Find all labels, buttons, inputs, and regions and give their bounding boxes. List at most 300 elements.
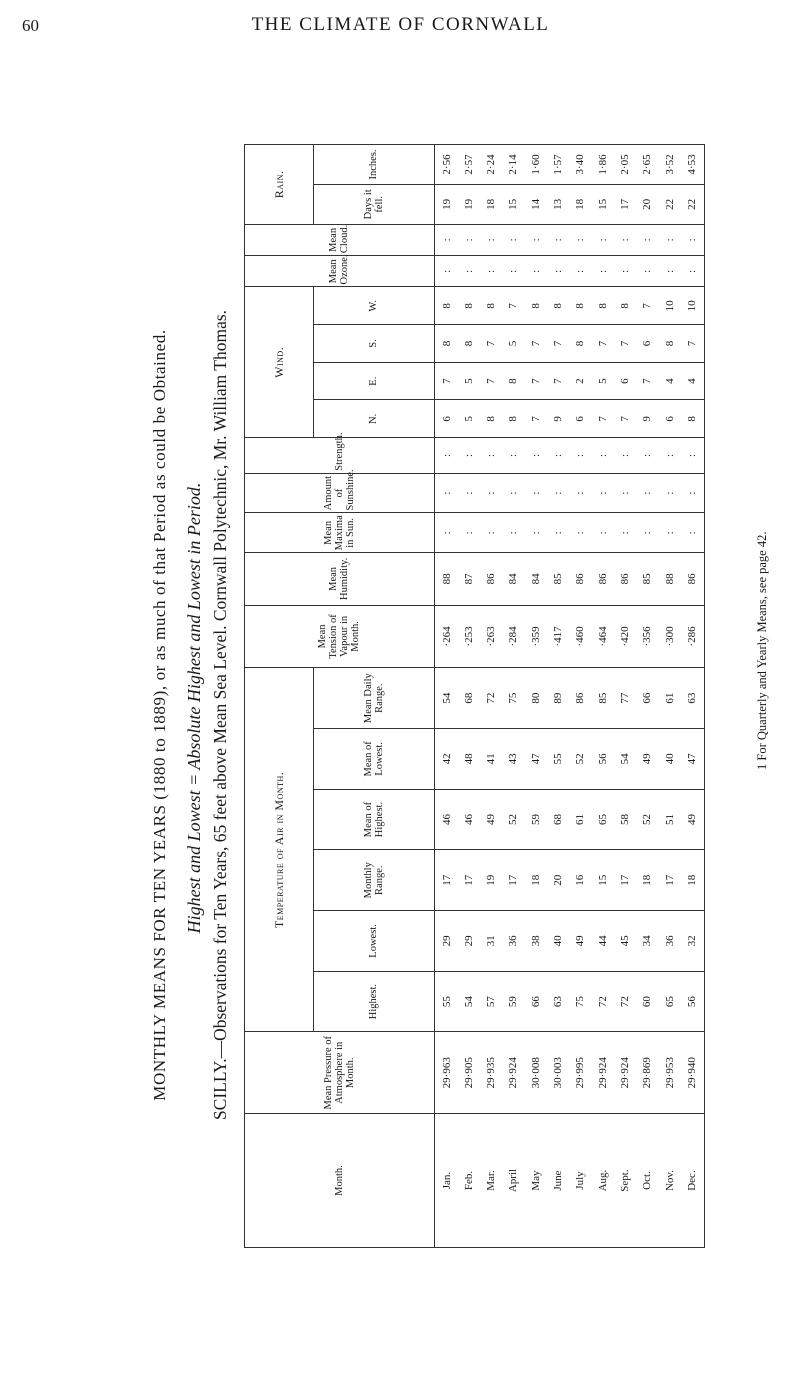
value-vapour-3: ·284: [507, 626, 520, 647]
value-monthly_range-3: 17: [507, 874, 520, 886]
value-highest-11: 56: [685, 996, 698, 1008]
value-months-2: Mar.: [485, 1170, 498, 1191]
value-pressure-3: 29·924: [507, 1057, 520, 1089]
value-highest-5: 63: [552, 996, 565, 1008]
value-months-11: Dec.: [685, 1170, 698, 1191]
value-monthly_range-11: 18: [685, 874, 698, 886]
value-strength-1: :: [462, 453, 475, 457]
table-subtitle: Highest and Lowest = Absolute Highest and Lowest in Period.: [184, 482, 204, 934]
value-pressure-0: 29·963: [440, 1057, 453, 1089]
value-mean_highest-6: 61: [574, 814, 587, 826]
header-wind-e: E.: [313, 362, 434, 400]
climate-table: [244, 144, 705, 1248]
value-e-11: 4: [685, 378, 698, 384]
value-months-5: June: [552, 1170, 565, 1191]
value-w-8: 8: [619, 303, 631, 309]
value-mean_highest-10: 51: [663, 814, 676, 826]
value-highest-8: 72: [619, 996, 631, 1008]
value-humidity-2: 86: [485, 573, 498, 585]
value-inches-4: 1·60: [529, 154, 542, 175]
page-number: 60: [22, 16, 39, 35]
value-monthly_range-7: 15: [596, 874, 609, 886]
value-mean_daily_range-9: 66: [641, 692, 654, 704]
value-n-7: 7: [596, 416, 609, 422]
value-strength-11: :: [685, 453, 698, 457]
value-ozone-0: :: [440, 269, 453, 273]
value-n-6: 6: [574, 416, 587, 422]
value-monthly_range-5: 20: [552, 874, 565, 886]
value-mean_daily_range-1: 68: [462, 692, 475, 704]
value-lowest-4: 38: [529, 935, 542, 947]
cell-humidity: [434, 553, 705, 605]
value-inches-10: 3·52: [663, 154, 676, 175]
header-sunshine: Amount of Sunshine.: [245, 473, 435, 513]
value-ozone-8: :: [619, 269, 631, 273]
value-monthly_range-9: 18: [641, 874, 654, 886]
value-sunshine-6: :: [574, 491, 587, 495]
value-ozone-4: :: [529, 269, 542, 273]
value-humidity-3: 84: [507, 573, 520, 585]
value-months-3: April: [507, 1168, 520, 1193]
value-highest-9: 60: [641, 996, 654, 1008]
value-humidity-8: 86: [619, 573, 631, 585]
value-w-5: 8: [552, 303, 565, 309]
value-humidity-5: 85: [552, 573, 565, 585]
value-w-1: 8: [462, 303, 475, 309]
header-mean-highest: Mean of Highest.: [313, 789, 434, 850]
value-vapour-5: ·417: [552, 626, 565, 647]
header-month: Month.: [245, 1114, 435, 1248]
value-mean_daily_range-10: 61: [663, 692, 676, 704]
value-max_in_sun-1: :: [462, 531, 475, 535]
value-vapour-11: ·286: [685, 626, 698, 647]
cell-highest: [434, 971, 705, 1032]
value-n-9: 9: [641, 416, 654, 422]
value-strength-5: :: [552, 453, 565, 457]
value-mean_highest-0: 46: [440, 814, 453, 826]
value-lowest-7: 44: [596, 935, 609, 947]
value-vapour-0: ·264: [440, 626, 453, 647]
value-lowest-2: 31: [485, 935, 498, 947]
value-mean_daily_range-7: 85: [596, 692, 609, 704]
cell-sunshine: [434, 473, 705, 513]
header-wind-group: Wind.: [245, 287, 314, 438]
cell-mean_lowest: [434, 729, 705, 790]
value-mean_highest-9: 52: [641, 814, 654, 826]
value-strength-3: :: [507, 453, 520, 457]
value-cloud-2: :: [485, 238, 498, 242]
value-days-3: 15: [507, 198, 520, 210]
value-w-0: 8: [440, 303, 453, 309]
value-ozone-9: :: [641, 269, 654, 273]
cell-n: [434, 400, 705, 438]
value-vapour-10: ·300: [663, 626, 676, 647]
value-months-10: Nov.: [663, 1170, 676, 1192]
value-cloud-10: :: [663, 238, 676, 242]
value-mean_daily_range-11: 63: [685, 692, 698, 704]
header-strength: Strength.: [245, 438, 435, 474]
value-mean_daily_range-4: 80: [529, 692, 542, 704]
header-humidity: Mean Humidity.: [245, 553, 435, 605]
value-humidity-4: 84: [529, 573, 542, 585]
value-days-8: 17: [619, 198, 631, 210]
value-inches-5: 1·57: [552, 154, 565, 175]
value-max_in_sun-0: :: [440, 531, 453, 535]
value-mean_highest-11: 49: [685, 814, 698, 826]
value-pressure-6: 29·995: [574, 1057, 587, 1089]
value-days-11: 22: [685, 198, 698, 210]
value-days-2: 18: [485, 198, 498, 210]
value-s-8: 7: [619, 340, 631, 347]
value-mean_lowest-2: 41: [485, 753, 498, 765]
value-mean_highest-7: 65: [596, 814, 609, 826]
station-line: SCILLY.—Observations for Ten Years, 65 feet above Mean Sea Level. Cornwall Polytechnic, Mr. William Thomas.: [210, 309, 230, 1121]
value-cloud-8: :: [619, 238, 631, 242]
value-days-0: 19: [440, 198, 453, 210]
value-strength-10: :: [663, 453, 676, 457]
table-row: [434, 145, 705, 1248]
value-e-1: 5: [462, 378, 475, 384]
value-highest-7: 72: [596, 996, 609, 1008]
value-lowest-10: 36: [663, 935, 676, 947]
value-vapour-4: ·359: [529, 626, 542, 647]
value-mean_lowest-0: 42: [440, 753, 453, 765]
header-highest: Highest.: [313, 971, 434, 1032]
value-e-2: 7: [485, 378, 498, 384]
value-monthly_range-6: 16: [574, 874, 587, 886]
value-humidity-7: 86: [596, 573, 609, 585]
value-mean_lowest-9: 49: [641, 753, 654, 765]
value-ozone-6: :: [574, 269, 587, 273]
value-max_in_sun-4: :: [529, 531, 542, 535]
value-sunshine-3: :: [507, 491, 520, 495]
header-mean-lowest: Mean of Lowest.: [313, 729, 434, 790]
header-ozone: Mean Ozone.: [245, 256, 435, 287]
value-pressure-4: 30·008: [529, 1057, 542, 1089]
value-monthly_range-0: 17: [440, 874, 453, 886]
value-cloud-4: :: [529, 238, 542, 242]
value-strength-6: :: [574, 453, 587, 457]
header-wind-n: N.: [313, 400, 434, 438]
value-cloud-9: :: [641, 238, 654, 242]
value-e-10: 4: [663, 378, 676, 384]
value-days-4: 14: [529, 198, 542, 210]
value-s-2: 7: [485, 340, 498, 347]
cell-monthly_range: [434, 850, 705, 911]
cell-mean_daily_range: [434, 668, 705, 729]
value-months-4: May: [529, 1170, 542, 1191]
value-sunshine-0: :: [440, 491, 453, 495]
value-s-10: 8: [663, 340, 676, 347]
value-vapour-1: ·253: [462, 626, 475, 647]
value-lowest-1: 29: [462, 935, 475, 947]
header-vapour: Mean Tension of Vapour in Month.: [245, 605, 435, 668]
value-monthly_range-8: 17: [619, 874, 631, 886]
value-highest-6: 75: [574, 996, 587, 1008]
value-vapour-9: ·356: [641, 626, 654, 647]
value-lowest-6: 49: [574, 935, 587, 947]
value-pressure-7: 29·924: [596, 1057, 609, 1089]
value-lowest-3: 36: [507, 935, 520, 947]
value-humidity-9: 85: [641, 573, 654, 585]
header-rain-days: Days it fell.: [313, 184, 434, 224]
value-monthly_range-4: 18: [529, 874, 542, 886]
header-mean-daily-range: Mean Daily Range.: [313, 668, 434, 729]
value-mean_daily_range-2: 72: [485, 692, 498, 704]
value-inches-8: 2·05: [619, 154, 631, 175]
value-s-3: 5: [507, 340, 520, 347]
value-max_in_sun-10: :: [663, 531, 676, 535]
value-inches-3: 2·14: [507, 154, 520, 175]
value-months-1: Feb.: [462, 1170, 475, 1191]
value-vapour-7: ·464: [596, 626, 609, 647]
value-mean_lowest-8: 54: [619, 753, 631, 765]
value-humidity-1: 87: [462, 573, 475, 585]
cell-cloud: [434, 224, 705, 255]
value-vapour-8: ·420: [619, 626, 631, 647]
value-mean_daily_range-5: 89: [552, 692, 565, 704]
value-e-4: 7: [529, 378, 542, 384]
value-mean_daily_range-6: 86: [574, 692, 587, 704]
value-inches-9: 2·65: [641, 154, 654, 175]
value-strength-0: :: [440, 453, 453, 457]
value-sunshine-5: :: [552, 491, 565, 495]
value-max_in_sun-9: :: [641, 531, 654, 535]
value-cloud-11: :: [685, 238, 698, 242]
value-pressure-9: 29·869: [641, 1057, 654, 1089]
value-max_in_sun-5: :: [552, 531, 565, 535]
value-mean_highest-1: 46: [462, 814, 475, 826]
value-inches-0: 2·56: [440, 154, 453, 175]
value-ozone-2: :: [485, 269, 498, 273]
value-lowest-8: 45: [619, 935, 631, 947]
value-sunshine-10: :: [663, 491, 676, 495]
value-lowest-5: 40: [552, 935, 565, 947]
value-n-0: 6: [440, 416, 453, 422]
value-n-1: 5: [462, 416, 475, 422]
value-pressure-10: 29·953: [663, 1057, 676, 1089]
value-mean_highest-2: 49: [485, 814, 498, 826]
value-humidity-10: 88: [663, 573, 676, 585]
header-rain-inches: Inches.: [313, 145, 434, 185]
value-s-1: 8: [462, 340, 475, 347]
value-w-4: 8: [529, 303, 542, 309]
value-months-8: Sept.: [619, 1169, 631, 1192]
value-max_in_sun-3: :: [507, 531, 520, 535]
value-cloud-6: :: [574, 238, 587, 242]
value-w-3: 7: [507, 303, 520, 309]
footnote: 1 For Quarterly and Yearly Means, see page 42.: [755, 531, 769, 770]
value-humidity-11: 86: [685, 573, 698, 585]
value-monthly_range-1: 17: [462, 874, 475, 886]
value-w-9: 7: [641, 303, 654, 309]
header-wind-s: S.: [313, 325, 434, 363]
value-n-5: 9: [552, 416, 565, 422]
value-e-7: 5: [596, 378, 609, 384]
value-pressure-5: 30·003: [552, 1057, 565, 1089]
value-mean_lowest-4: 47: [529, 753, 542, 765]
value-sunshine-2: :: [485, 491, 498, 495]
value-sunshine-1: :: [462, 491, 475, 495]
value-s-7: 7: [596, 340, 609, 347]
value-mean_lowest-11: 47: [685, 753, 698, 765]
value-months-7: Aug.: [596, 1169, 609, 1192]
value-max_in_sun-7: :: [596, 531, 609, 535]
value-lowest-9: 34: [641, 935, 654, 947]
value-monthly_range-2: 19: [485, 874, 498, 886]
value-mean_highest-5: 68: [552, 814, 565, 826]
value-mean_lowest-5: 55: [552, 753, 565, 765]
value-days-9: 20: [641, 198, 654, 210]
value-mean_daily_range-8: 77: [619, 692, 631, 704]
value-strength-9: :: [641, 453, 654, 457]
value-strength-8: :: [619, 453, 631, 457]
value-pressure-2: 29·935: [485, 1057, 498, 1089]
value-mean_lowest-1: 48: [462, 753, 475, 765]
value-e-8: 6: [619, 378, 631, 384]
value-w-6: 8: [574, 303, 587, 309]
value-highest-2: 57: [485, 996, 498, 1008]
value-e-5: 7: [552, 378, 565, 384]
value-mean_highest-8: 58: [619, 814, 631, 826]
value-highest-1: 54: [462, 996, 475, 1008]
header-max-in-sun: Mean Maxima in Sun.: [245, 513, 435, 553]
header-pressure: Mean Pressure of Atmosphere in Month.: [245, 1032, 435, 1114]
value-lowest-0: 29: [440, 935, 453, 947]
value-days-10: 22: [663, 198, 676, 210]
table-body: [434, 145, 705, 1248]
cell-max_in_sun: [434, 513, 705, 553]
value-vapour-6: ·460: [574, 626, 587, 647]
header-monthly-range: Monthly Range.: [313, 850, 434, 911]
cell-vapour: [434, 605, 705, 668]
value-sunshine-4: :: [529, 491, 542, 495]
value-max_in_sun-2: :: [485, 531, 498, 535]
value-ozone-3: :: [507, 269, 520, 273]
value-strength-2: :: [485, 453, 498, 457]
value-ozone-5: :: [552, 269, 565, 273]
value-n-3: 8: [507, 416, 520, 422]
value-inches-11: 4·53: [685, 154, 698, 175]
cell-days: [434, 184, 705, 224]
cell-s: [434, 325, 705, 363]
value-inches-1: 2·57: [462, 154, 475, 175]
value-pressure-8: 29·924: [619, 1057, 631, 1089]
value-cloud-3: :: [507, 238, 520, 242]
value-n-10: 6: [663, 416, 676, 422]
value-mean_daily_range-3: 75: [507, 692, 520, 704]
value-mean_daily_range-0: 54: [440, 692, 453, 704]
value-n-8: 7: [619, 416, 631, 422]
value-s-6: 8: [574, 340, 587, 347]
header-wind-w: W.: [313, 287, 434, 325]
value-cloud-0: :: [440, 238, 453, 242]
value-e-0: 7: [440, 378, 453, 384]
value-strength-4: :: [529, 453, 542, 457]
cell-ozone: [434, 256, 705, 287]
value-highest-0: 55: [440, 996, 453, 1008]
value-s-9: 6: [641, 340, 654, 347]
cell-strength: [434, 438, 705, 474]
value-n-11: 8: [685, 416, 698, 422]
cell-lowest: [434, 911, 705, 972]
cell-mean_highest: [434, 789, 705, 850]
value-s-11: 7: [685, 340, 698, 347]
running-head: THE CLIMATE OF CORNWALL: [251, 14, 550, 35]
value-mean_lowest-7: 56: [596, 753, 609, 765]
value-days-5: 13: [552, 198, 565, 210]
cell-w: [434, 287, 705, 325]
cell-pressure: [434, 1032, 705, 1114]
value-cloud-5: :: [552, 238, 565, 242]
value-sunshine-7: :: [596, 491, 609, 495]
value-mean_lowest-3: 43: [507, 753, 520, 765]
value-lowest-11: 32: [685, 935, 698, 947]
value-cloud-1: :: [462, 238, 475, 242]
value-inches-2: 2·24: [485, 154, 498, 175]
value-s-0: 8: [440, 340, 453, 347]
value-inches-6: 3·40: [574, 154, 587, 175]
value-max_in_sun-11: :: [685, 531, 698, 535]
value-sunshine-8: :: [619, 491, 631, 495]
value-cloud-7: :: [596, 238, 609, 242]
header-rain-group: Rain.: [245, 145, 314, 225]
value-days-6: 18: [574, 198, 587, 210]
value-ozone-11: :: [685, 269, 698, 273]
value-e-3: 8: [507, 378, 520, 384]
value-months-9: Oct.: [641, 1171, 654, 1190]
value-mean_lowest-10: 40: [663, 753, 676, 765]
value-days-7: 15: [596, 198, 609, 210]
value-max_in_sun-6: :: [574, 531, 587, 535]
cell-months: [434, 1114, 705, 1248]
value-mean_lowest-6: 52: [574, 753, 587, 765]
value-s-5: 7: [552, 340, 565, 347]
value-n-4: 7: [529, 416, 542, 422]
value-pressure-11: 29·940: [685, 1057, 698, 1089]
value-sunshine-9: :: [641, 491, 654, 495]
value-sunshine-11: :: [685, 491, 698, 495]
header-lowest: Lowest.: [313, 911, 434, 972]
value-highest-3: 59: [507, 996, 520, 1008]
value-highest-10: 65: [663, 996, 676, 1008]
value-inches-7: 1·86: [596, 154, 609, 175]
value-w-11: 10: [685, 300, 698, 312]
value-months-6: July: [574, 1171, 587, 1190]
value-max_in_sun-8: :: [619, 531, 631, 535]
value-humidity-6: 86: [574, 573, 587, 585]
value-w-2: 8: [485, 303, 498, 309]
value-ozone-7: :: [596, 269, 609, 273]
value-e-6: 2: [574, 378, 587, 384]
value-ozone-1: :: [462, 269, 475, 273]
value-ozone-10: :: [663, 269, 676, 273]
cell-inches: [434, 145, 705, 185]
header-temperature-group: Temperature of Air in Month.: [245, 668, 314, 1032]
value-mean_highest-3: 52: [507, 814, 520, 826]
value-strength-7: :: [596, 453, 609, 457]
value-monthly_range-10: 17: [663, 874, 676, 886]
value-w-10: 10: [663, 300, 676, 312]
value-months-0: Jan.: [440, 1171, 453, 1190]
value-n-2: 8: [485, 416, 498, 422]
value-vapour-2: ·263: [485, 626, 498, 647]
value-highest-4: 66: [529, 996, 542, 1008]
value-mean_highest-4: 59: [529, 814, 542, 826]
table-title: MONTHLY MEANS FOR TEN YEARS (1880 to 1889), or as much of that Period as could be Obtained.: [150, 329, 169, 1101]
header-cloud: Mean Cloud.: [245, 224, 435, 255]
value-s-4: 7: [529, 340, 542, 347]
